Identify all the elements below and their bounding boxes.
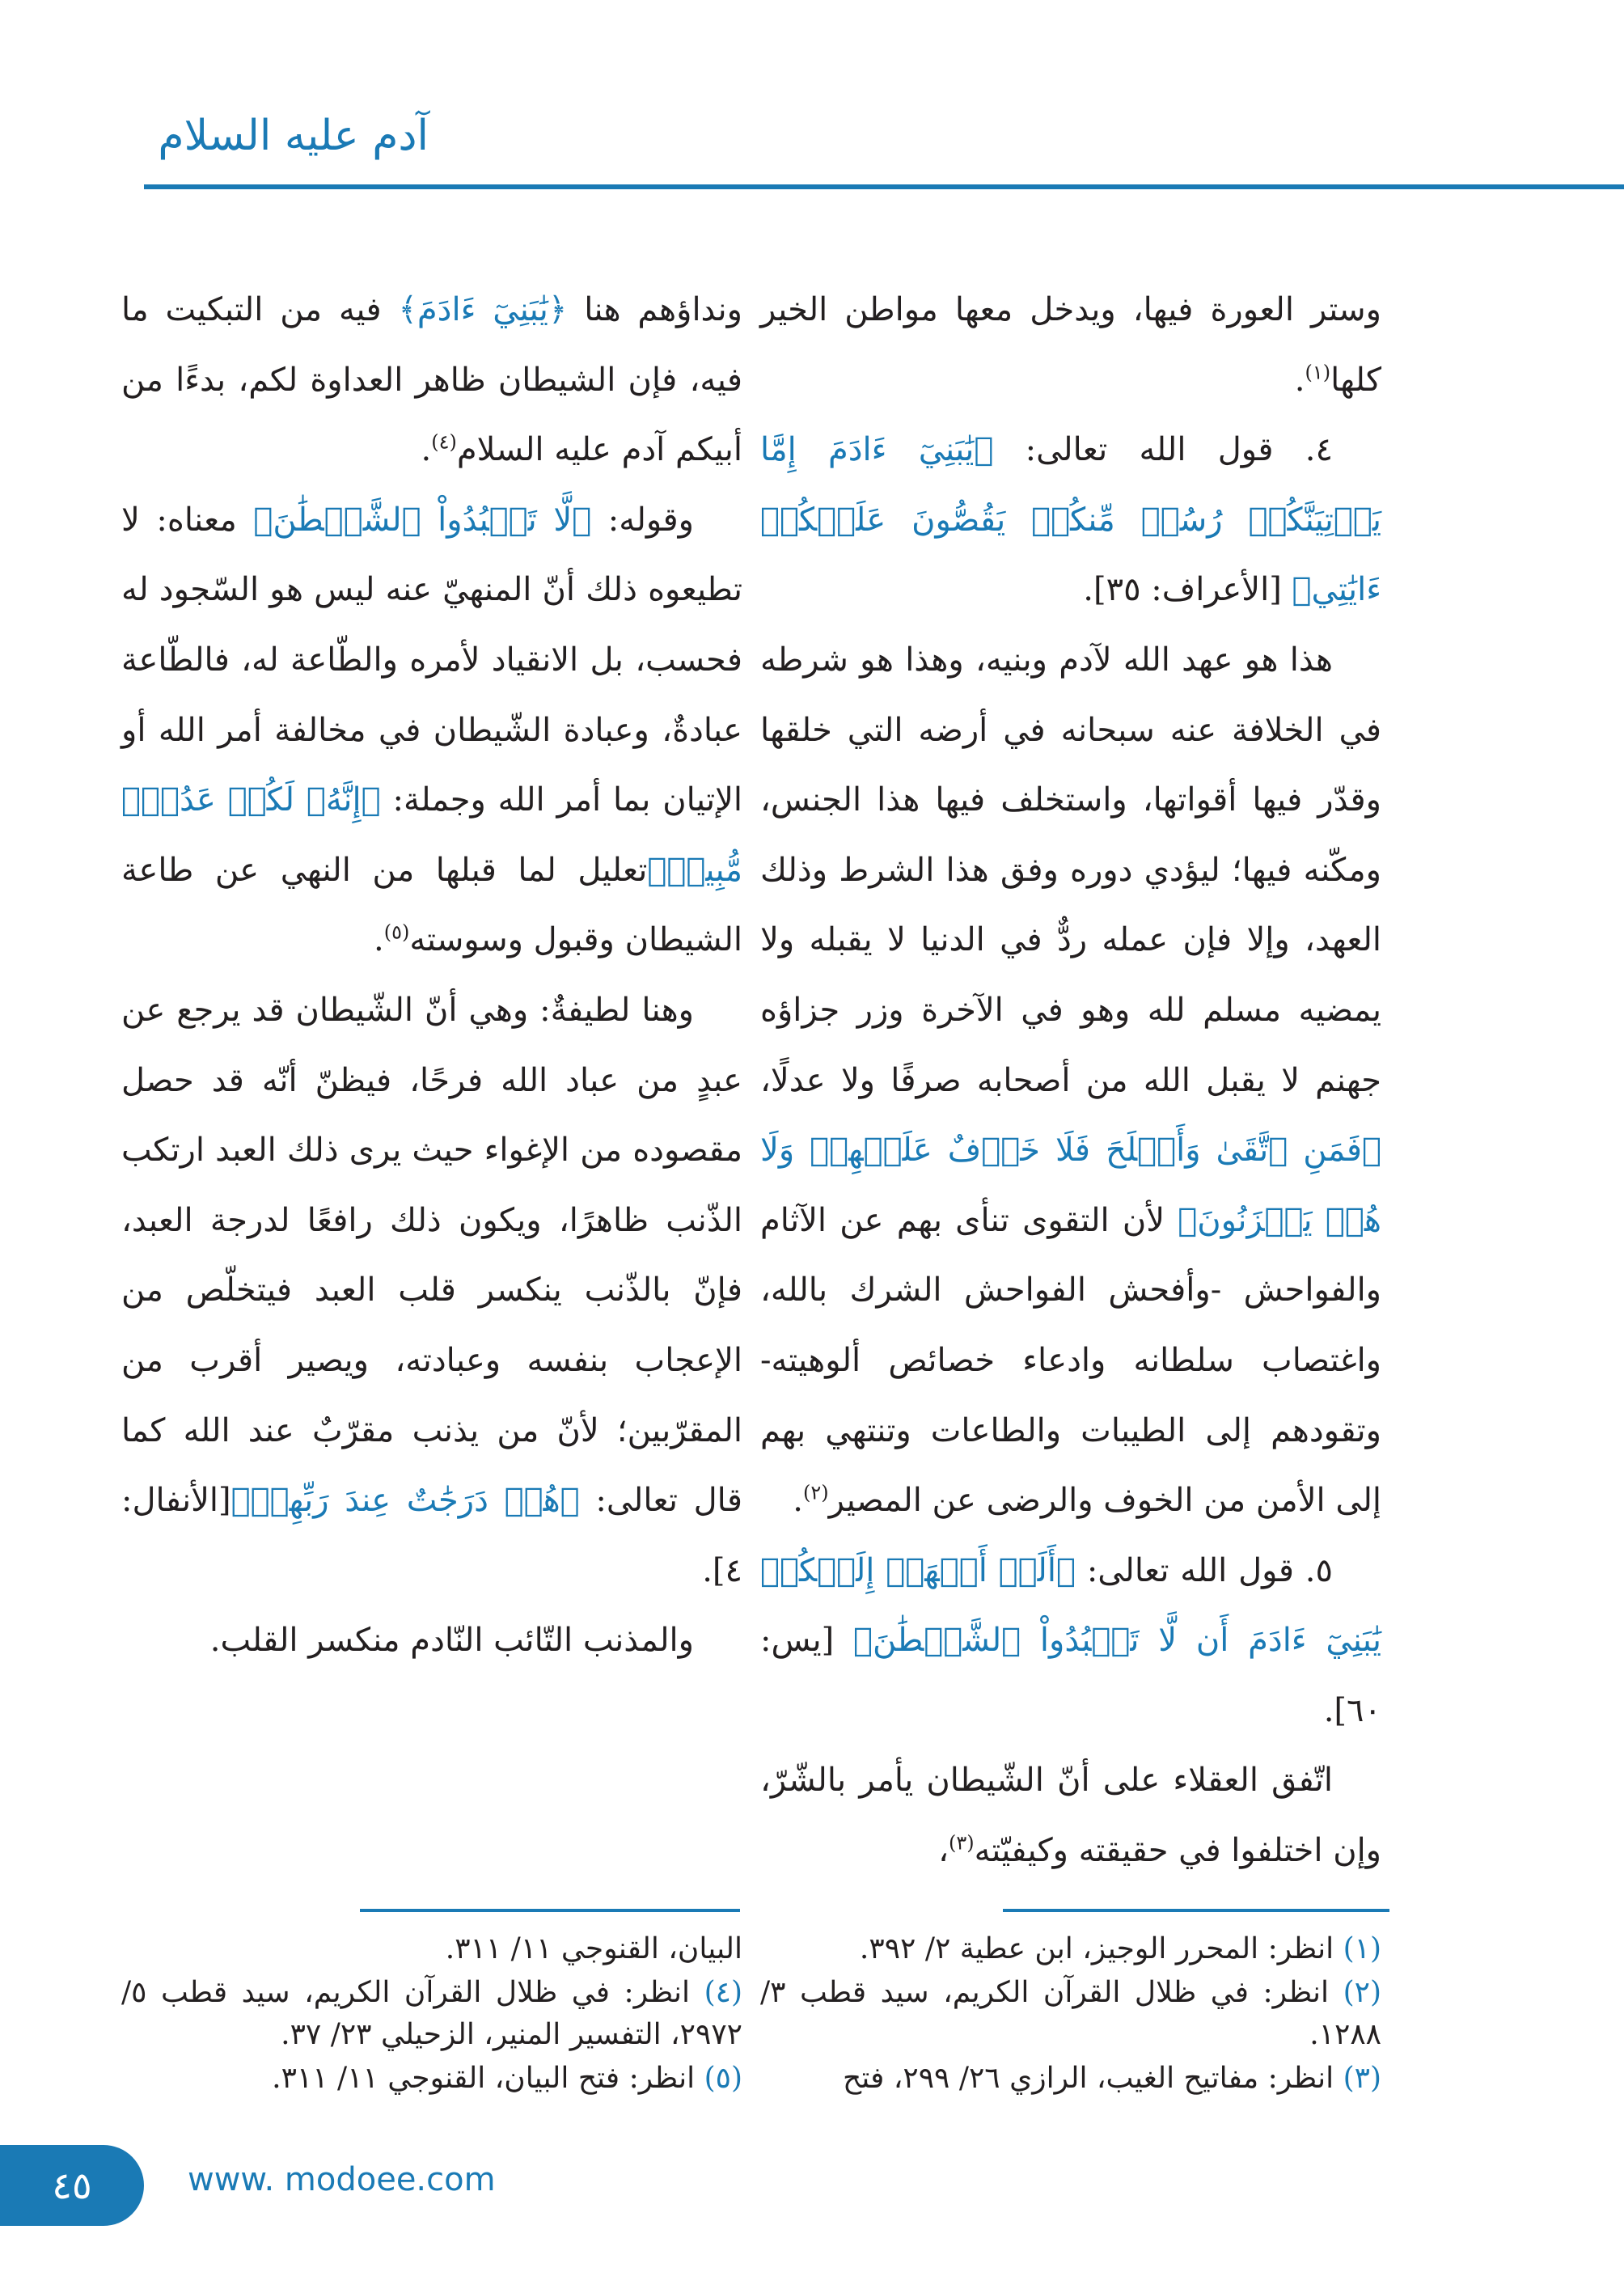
paragraph: ٥. قول الله تعالى: ﴿أَلَمۡ أَعۡهَدۡ إِلَيۡكُمۡ يَٰبَنِيٓ ءَادَمَ أَن لَّا تَعۡبُدُواْ ٱلشَّيۡطَٰنَ﴾ [يس: ٦٠]. — [760, 1551, 1381, 1729]
footnote-ref[interactable]: (٢) — [802, 1481, 829, 1504]
quran-verse: إِنَّهُۥ لَكُمۡ عَدُوّٞ مُّبِينٞ — [121, 781, 742, 889]
website-link[interactable]: www. modoee.com — [188, 2161, 496, 2198]
footnote-rule — [360, 1909, 740, 1912]
page-number: ٤٥ — [52, 2164, 92, 2207]
footnote-ref[interactable]: (٣) — [949, 1831, 975, 1855]
footnote-rule — [1003, 1909, 1389, 1912]
quran-verse: يَٰبَنِيٓ ءَادَمَ — [417, 291, 548, 328]
quran-bracket-close: ﴾ — [253, 501, 273, 539]
verse-source: [الأعراف: ٣٥]. — [1083, 571, 1292, 609]
paragraph: والمذنب التّائب النّادم منكسر القلب. — [209, 1622, 694, 1660]
quran-verse: أَلَمۡ أَعۡهَدۡ إِلَيۡكُمۡ يَٰبَنِيٓ ءَادَمَ أَن لَّا تَعۡبُدُواْ ٱلشَّيۡطَٰنَ — [760, 1551, 1381, 1660]
paragraph: وستر العورة فيها، ويدخل معها مواطن الخير كلها$^{(١)}$. — [760, 291, 1381, 399]
footnote-ref[interactable]: (٤) — [431, 430, 457, 454]
footnotes-left — [121, 1928, 742, 2101]
paragraph: ٤. قول الله تعالى: ﴿يَٰبَنِيٓ ءَادَمَ إِمَّا يَأۡتِيَنَّكُمۡ رُسُلٞ مِّنكُمۡ يَقُصُّونَ عَلَيۡكُمۡ ءَايَٰتِي﴾ [الأعراف: ٣٥]. — [760, 431, 1381, 609]
quran-verse: فَمَنِ ٱتَّقَىٰ وَأَصۡلَحَ فَلَا خَوۡفٌ عَلَيۡهِمۡ وَلَا هُمۡ يَحۡزَنُونَ — [760, 1132, 1381, 1239]
quran-bracket-open: ﴿ — [560, 1482, 580, 1520]
footnote-ref[interactable]: (١) — [1305, 361, 1331, 384]
footnote: (٥) انظر: فتح البيان، القنوجي ١١/ ٣١١. — [272, 2062, 742, 2095]
quran-bracket-close: ﴾ — [1292, 571, 1312, 609]
quran-bracket-close: ﴾ — [647, 851, 667, 889]
paragraph: ونداؤهم هنا ﴿يَٰبَنِيٓ ءَادَمَ﴾ فيه من التبكيت ما فيه، فإن الشيطان ظاهر العداوة لكم، بدءًا من أبيكم آدم عليه السلام$^{(٤)}$. — [121, 291, 742, 469]
verse-source: [الأنفال: ٤]. — [121, 1482, 742, 1589]
quran-bracket-open: ﴿ — [572, 501, 592, 539]
footnote: (٣) انظر: مفاتيح الغيب، الرازي ٢٦/ ٢٩٩، فتح — [843, 2062, 1381, 2095]
paragraph: هذا هو عهد الله لآدم وبنيه، وهذا هو شرطه في الخلافة عنه سبحانه في أرضه التي خلقها وقدّر فيها أقواتها، واستخلف فيها هذا الجنس، ومكّنه فيها؛ ليؤدي دوره وفق هذا الشرط وذلك العهد، وإلا فإن عمله ردٌّ في الدنيا لا يقبله ولا يمضيه مسلم لله وهو في الآخرة وزر جزاؤه جهنم لا يقبل الله من أصحابه صرفًا ولا عدلًا، ﴿فَمَنِ ٱتَّقَىٰ وَأَصۡلَحَ فَلَا خَوۡفٌ عَلَيۡهِمۡ وَلَا هُمۡ يَحۡزَنُونَ﴾ لأن التقوى تنأى بهم عن الآثام والفواحش -وأفحش الفواحش الشرك بالله، واغتصاب سلطانه وادعاء خصائص ألوهيته- وتقودهم إلى الطيبات والطاعات وتنتهي بهم إلى الأمن من الخوف والرضى عن المصير$^{(٢)}$. — [760, 641, 1381, 1520]
footnote: البيان، القنوجي ١١/ ٣١١. — [445, 1932, 742, 1965]
paragraph: اتّفق العقلاء على أنّ الشّيطان يأمر بالشّرّ، وإن اختلفوا في حقيقته وكيفيّته$^{(٣)}$، — [760, 1762, 1381, 1870]
quran-bracket-close: ﴾ — [1178, 1201, 1198, 1239]
paragraph: وقوله: ﴿لَّا تَعۡبُدُواْ ٱلشَّيۡطَٰنَ﴾ معناه: لا تطيعوه ذلك أنّ المنهيّ عنه ليس هو السّجود له فحسب، بل الانقياد لأمره والطّاعة له، فالطّاعة عبادةٌ، وعبادة الشّيطان في مخالفة أمر الله أو الإتيان بما أمر الله وجملة: ﴿إِنَّهُۥ لَكُمۡ عَدُوّٞ مُّبِينٞ﴾تعليل لما قبلها من النهي عن طاعة الشيطان وقبول وسوسته$^{(٥)}$. — [121, 501, 742, 959]
quran-bracket-open: ﴿ — [361, 781, 381, 819]
paragraph: وهنا لطيفةٌ: وهي أنّ الشّيطان قد يرجع عن عبدٍ من عباد الله فرحًا، فيظنّ أنّه قد حصل مقصوده من الإغواء حيث يرى ذلك العبد ارتكب الذّنب ظاهرًا، ويكون ذلك رافعًا لدرجة العبد، فإنّ بالذّنب ينكسر قلب العبد فيتخلّص من الإعجاب بنفسه وعبادته، ويصير أقرب من المقرّبين؛ لأنّ من يذنب مقرّبٌ عند الله كما قال تعالى: ﴿هُمۡ دَرَجَٰتٌ عِندَ رَبِّهِمۡ﴾[الأنفال: ٤]. — [121, 991, 742, 1589]
quran-bracket-close: ﴾ — [230, 1482, 251, 1520]
footnote: (٢) انظر: في ظلال القرآن الكريم، سيد قطب ٣/ ١٢٨٨. — [760, 1976, 1381, 2051]
verse-source: [يس: ٦٠]. — [760, 1622, 1381, 1729]
quran-bracket-open: ﴿ — [974, 431, 994, 469]
right-column — [760, 275, 1381, 1886]
footnote: (١) انظر: المحرر الوجيز، ابن عطية ٢/ ٣٩٢. — [859, 1932, 1381, 1965]
running-header-title: آدم عليه السلام — [158, 112, 429, 160]
footnotes-right — [760, 1928, 1381, 2101]
quran-bracket-open: ﴿ — [1055, 1551, 1076, 1589]
header-rule — [144, 184, 1624, 189]
quran-verse: لَّا تَعۡبُدُواْ ٱلشَّيۡطَٰنَ — [273, 501, 573, 539]
quran-bracket-open: ﴿ — [1361, 1132, 1381, 1170]
left-column — [121, 275, 742, 1676]
quran-bracket-close: ﴾ — [398, 291, 417, 328]
quran-verse: يَٰبَنِيٓ ءَادَمَ إِمَّا يَأۡتِيَنَّكُمۡ رُسُلٞ مِّنكُمۡ يَقُصُّونَ عَلَيۡكُمۡ ءَايَٰتِي — [760, 431, 1381, 609]
footnote: (٤) انظر: في ظلال القرآن الكريم، سيد قطب ٥/ ٢٩٧٢، التفسير المنير، الزحيلي ٢٣/ ٣٧. — [121, 1976, 742, 2051]
quran-bracket-open: ﴿ — [548, 291, 568, 328]
footnote-ref[interactable]: (٥) — [383, 921, 410, 945]
quran-bracket-close: ﴾ — [852, 1622, 873, 1660]
quran-verse: هُمۡ دَرَجَٰتٌ عِندَ رَبِّهِمۡ — [250, 1482, 560, 1520]
